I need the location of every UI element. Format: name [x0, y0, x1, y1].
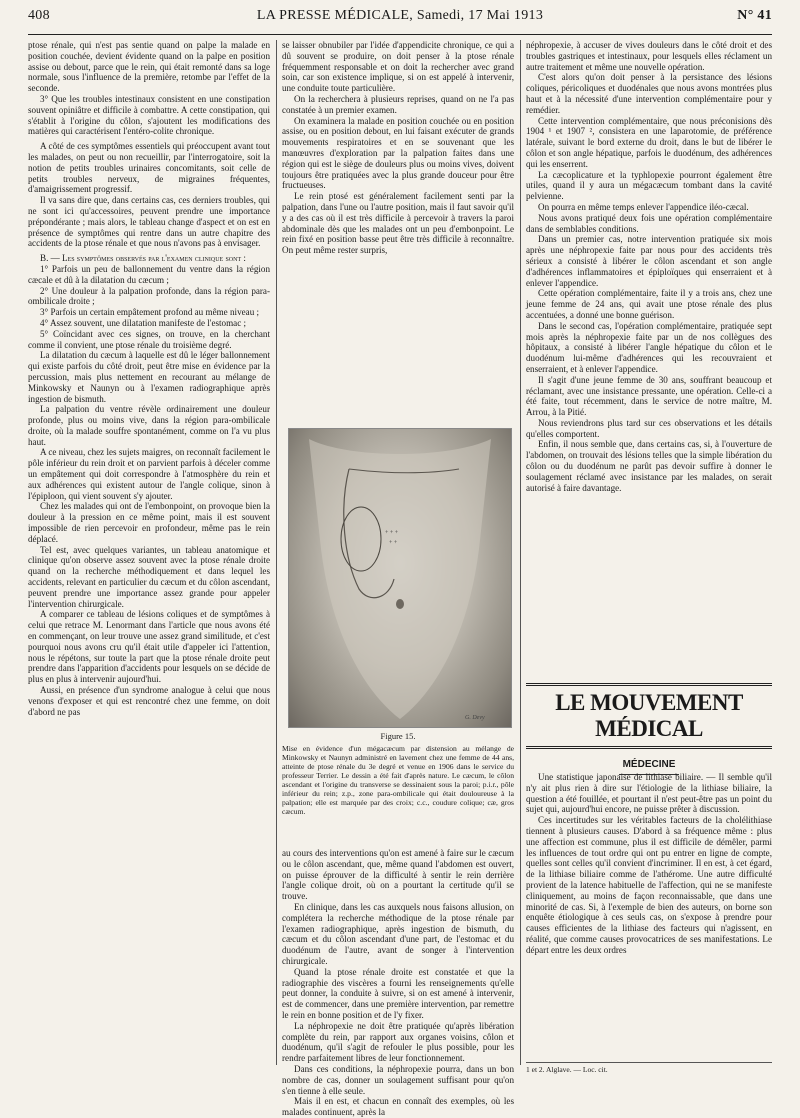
mouvement-medical-header	[526, 683, 772, 783]
paragraph: Ces incertitudes sur les véritables facteurs de la cholélithiase tiennent à plusieurs causes. D'abord à sa fréquence même : plus une affection est commune, plus il est difficile de démêler, parmi les influences de tout ordre qui ont pu entrer en ligne de compte, quelles sont celles qu'il convient d'incriminer. Il en est, à cet égard, de la lithiase biliaire comme de l'athérome. Une autre difficulté provient de la latence habituelle de l'affection, qui ne se manifeste cliniquement, au moins de façon reconnaissable, que dans une minorité de cas. Si, à l'exemple de bien des auteurs, on borne son enquête étiologique à ces seuls cas, on s'expose à prendre pour causes efficientes de la lithiase des facteurs qui n'agissent, en réalité, que comme causes provocatrices de ses manifestations. Le départ entre les deux ordres	[526, 815, 772, 955]
paragraph: Une statistique japonaise de lithiase biliaire. — Il semble qu'il n'y ait plus rien à dire sur l'étiologie de la lithiase biliaire, la question a été fouillée, et pourtant il n'est peut-être pas un point du sujet qui, aujourd'hui encore, ne puisse prêter à discussion.	[526, 772, 772, 815]
subsection-title: MÉDECINE	[622, 759, 676, 770]
paragraph: se laisser obnubiler par l'idée d'appendicite chronique, ce qui a dû souvent se produire, on doit penser à la ptose rénale fréquemment responsable et on doit la rechercher avec grand soin, car son existence implique, si on est appelé à intervenir, une conduite toute particulière.	[282, 40, 514, 94]
footnote: 1 et 2. Alglave. — Loc. cit.	[526, 1062, 772, 1074]
issue-number: N° 41	[737, 8, 772, 23]
paragraph: A côté de ces symptômes essentiels qui préoccupent avant tout les malades, on peut ou non recueillir, par l'interrogatoire, soit la notion de petits troubles urinaires concomitants, soit celle de petits troubles nerveux, de migraines fréquentes, d'amaigrissement progressif.	[28, 141, 270, 195]
paragraph: On pourra en même temps enlever l'appendice iléo-cæcal.	[538, 201, 749, 212]
paragraph: La dilatation du cæcum à laquelle est dû le léger ballonnement qui existe parfois du côté droit, peut être mise en évidence par la percussion, mais plus nettement en recourant au mélange de Minkowsky et Naunyn ou à l'examen radiographique après ingestion de bismuth.	[28, 350, 270, 404]
figure-title: Figure 15.	[380, 731, 416, 741]
paragraph: A ce niveau, chez les sujets maigres, on reconnaît facilement le pôle inférieur du rein droit et on parvient parfois à déceler comme un empâtement qui doit correspondre à l'atmosphère du rein et aux adhérences qui existent autour de l'angle colique, sinon à l'épiploon, qui vient souvent s'y ajouter.	[28, 447, 270, 501]
column-2-top	[282, 40, 514, 256]
paragraph: En clinique, dans les cas auxquels nous faisons allusion, on complétera la recherche méthodique de la ptose rénale par l'examen radiographique, après ingestion de bismuth, du cæcum et du côlon ascendant d'une part, de l'estomac et du duodénum de l'autre, avant de songer à l'intervention chirurgicale.	[282, 901, 514, 966]
paragraph: Dans ces conditions, la néphropexie pourra, dans un bon nombre de cas, donner un soulagement suffisant pour qu'on s'en tienne à elle seule.	[282, 1063, 514, 1096]
paragraph: Aussi, en présence d'un syndrome analogue à celui que nous venons d'exposer et qui est rencontré chez une femme, on doit d'abord ne pas	[28, 685, 270, 717]
column-3-top	[526, 40, 772, 493]
paragraph: ptose rénale, qui n'est pas sentie quand on palpe la malade en position couchée, devient évidente quand on la palpe en position assise ou debout, parce que le rein, qui était remonté dans sa loge normale, sous l'influence de la première, retombe par l'effet de la seconde.	[28, 40, 270, 94]
paragraph: Enfin, il nous semble que, dans certains cas, si, à l'ouverture de l'abdomen, on trouvait des lésions telles que la simple libération du côlon ou du duodénum ne parût pas devoir suffire à donner le soulagement réclamé avec insistance par les malades, on serait autorisé à faire davantage.	[526, 439, 772, 493]
paragraph: Nous avons pratiqué deux fois une opération complémentaire dans de semblables conditions.	[526, 212, 772, 234]
paragraph: Cette intervention complémentaire, que nous préconisions dès 1904 ¹ et 1907 ², consistera en une laparotomie, de préférence latérale, suivant le bord externe du droit, dans le but de libérer le côlon et son angle hépatique, parfois le duodénum, des adhérences qui les enserrent.	[526, 115, 772, 169]
abdomen-drawing	[289, 429, 511, 727]
paragraph: A comparer ce tableau de lésions coliques et de symptômes à celui que retrace M. Lenormant dans l'article que nous avons été en commençant, on leur trouve une assez grand similitude, et c'est pourquoi nous avons cru qu'il était utile d'appeler ici l'attention, nous le répétons, sur toute la part que la ptose rénale droite peut prendre dans l'apparition d'accidents pour lesquels on se décide de plus en plus à intervenir aujourd'hui.	[28, 609, 270, 685]
paragraph: Chez les malades qui ont de l'embonpoint, on provoque bien la douleur à la pression en ce même point, mais il est souvent impossible de rien percevoir en profondeur, même pas le rein déplacé.	[28, 501, 270, 544]
paragraph: Le rein ptosé est généralement facilement senti par la palpation, dans l'une ou l'autre position, mais il faut savoir qu'il y a des cas où il est très difficile à percevoir à travers la paroi abdominale dès que les malades ont un peu d'embonpoint. Le rein fixé en position basse peut être très difficile à reconnaître. On peut même rester surpris,	[282, 191, 514, 256]
page-number: 408	[28, 8, 50, 23]
paragraph: On examinera la malade en position couchée ou en position assise, ou en position debout, en lui faisant exécuter de grands mouvements respiratoires et en se souvenant que les manœuvres d'exploration par la palpation faites dans une région qui est le siège de douleurs plus ou moins vives, doivent toujours être pratiquées avec la plus grande douceur pour être fructueuses.	[282, 115, 514, 191]
journal-title: LA PRESSE MÉDICALE, Samedi, 17 Mai 1913	[256, 8, 544, 23]
paragraph: Dans un premier cas, notre intervention pratiquée six mois après une néphropexie faite par nous pour des accidents très sérieux a consisté à libérer le côlon ascendant et son angle d'adhérences inflammatoires et épiploïques qui enserraient et à enlever l'appendice.	[526, 234, 772, 288]
list-item: 3° Parfois un certain empâtement profond au même niveau ;	[40, 307, 260, 318]
paragraph: La cæcoplicature et la typhlopexie pourront également être utiles, quand il y aura un mégacæcum tombant dans la cavité pelvienne.	[526, 169, 772, 202]
paragraph: Nous reviendrons plus tard sur ces observations et les détails qu'elles comportent.	[526, 417, 772, 439]
figure-illustration	[288, 428, 512, 728]
figure-caption	[282, 732, 514, 816]
paragraph: Dans le second cas, l'opération complémentaire, pratiquée sept mois après la néphropexie faite par un de nos collègues des hôpitaux, a consisté à libérer l'angle hépatique du côlon et le duodénum lui-même d'adhérences qui les recouvraient et enserraient, et à enlever l'appendice.	[526, 320, 772, 374]
column-3-bottom	[526, 772, 772, 956]
paragraph: C'est alors qu'on doit penser à la persistance des lésions coliques, péricoliques et duodénales que nous avons montrées plus haut et à la nécessité d'une intervention complémentaire pour y remédier.	[526, 72, 772, 115]
paragraph: Quand la ptose rénale droite est constatée et que la radiographie des viscères a fourni les renseignements qu'elle peut donner, la conduite à suivre, si on est amené à intervenir, est de commencer, dans une première intervention, par remettre le rein en bonne position et de l'y fixer.	[282, 966, 514, 1020]
section-title: LE MOUVEMENT MÉDICAL	[526, 683, 772, 749]
svg-text:+ +: + +	[389, 540, 398, 546]
page-header	[28, 8, 772, 32]
column-1	[28, 40, 270, 717]
header-rule	[28, 34, 772, 35]
paragraph: Mais il en est, et chacun en connaît des exemples, où les malades continuent, après la	[282, 1096, 514, 1118]
list-item: 2° Une douleur à la palpation profonde, dans la région para-ombilicale droite ;	[28, 285, 270, 307]
paragraph: La palpation du ventre révèle ordinairement une douleur profonde, plus ou moins vive, dans la région para-ombilicale droite, où la malade souffre spontanément, comme on l'a vu plus haut.	[28, 404, 270, 447]
paragraph: Il s'agit d'une jeune femme de 30 ans, souffrant beaucoup et réclamant, avec une insistance pressante, une opération. Celle-ci a été faite, tout récemment, dans le service de notre maître, M. Arrou, à la Pitié.	[526, 374, 772, 418]
list-item: 4° Assez souvent, une dilatation manifeste de l'estomac ;	[40, 317, 247, 328]
paragraph: Cette opération complémentaire, faite il y a trois ans, chez une jeune femme de 24 ans, qui avait une ptose rénale des plus accentuées, a donné une bonne guérison.	[526, 288, 772, 320]
section-heading: B. — Les symptômes observés par l'examen clinique sont :	[40, 253, 246, 264]
column-divider	[276, 40, 277, 1065]
paragraph: Il va sans dire que, dans certains cas, ces derniers troubles, qui ne sont ici qu'accessoires, peuvent prendre une importance prépondérante ; mais alors, le tableau change d'aspect et on est en présence de symptômes qui rentre dans un autre chapitre des accidents de la ptose rénale et que nous n'avons pas à envisager.	[28, 195, 270, 249]
column-2-bottom	[282, 848, 514, 1118]
svg-text:+ + +: + + +	[385, 530, 399, 536]
column-divider	[520, 40, 521, 1065]
list-item: 5° Coïncidant avec ces signes, on trouve, en la cherchant comme il convient, une ptose rénale du troisième degré.	[28, 328, 270, 350]
paragraph: Tel est, avec quelques variantes, un tableau anatomique et clinique qu'on observe assez souvent avec la ptose rénale droite quand on la recherche méthodiquement et dans lequel les accidents, relevant en particulier du cæcum et du côlon ascendant, peuvent prendre une importance assez grande pour appeler l'intervention chirurgicale.	[28, 544, 270, 609]
artist-signature: G. Devy	[465, 715, 485, 721]
paragraph: 3° Que les troubles intestinaux consistent en une constipation souvent opiniâtre et difficile à combattre. A cette constipation, qui s'établit à l'origine du côlon, s'ajoutent les modifications des matières qui caractérisent l'entéro-colite chronique.	[28, 93, 270, 137]
list-item: 1° Parfois un peu de ballonnement du ventre dans la région cæcale et dû à la dilatation du cæcum ;	[28, 263, 270, 285]
paragraph: On la recherchera à plusieurs reprises, quand on ne l'a pas constatée à un premier examen.	[282, 93, 514, 115]
paragraph: La néphropexie ne doit être pratiquée qu'après libération complète du rein, par rapport aux organes voisins, côlon et duodénum, qu'il s'agit de refouler le plus possible, pour les rendre parfaitement libres de leur fonctionnement.	[282, 1020, 514, 1064]
paragraph: néphropexie, à accuser de vives douleurs dans le côté droit et des troubles gastriques et intestinaux, pour lesquels elles réclament un autre traitement et même une nouvelle opération.	[526, 40, 772, 72]
caption-text: Mise en évidence d'un mégacæcum par distension au mélange de Minkowsky et Naunyn administré en lavement chez une femme de 44 ans, atteinte de ptose rénale du 3e degré et venue en 1906 dans le service du professeur Terrier. Le dessin a été fait d'après nature. Le cæcum, le côlon ascendant et l'origine du transverse se dessinaient sous la paroi; p.i.r., pôle inférieur du rein; z.p., zone para-ombilicale qui était douloureuse à la palpation; elle est marquée par des croix; c.c., coudure colique; cæ, gros cæcum.	[282, 744, 514, 816]
paragraph: au cours des interventions qu'on est amené à faire sur le cæcum ou le côlon ascendant, que, même quand l'abdomen est ouvert, on puisse éprouver de la difficulté à sentir le rein derrière l'angle colique droit, où on a pourtant la certitude qu'il se trouve.	[282, 848, 514, 902]
